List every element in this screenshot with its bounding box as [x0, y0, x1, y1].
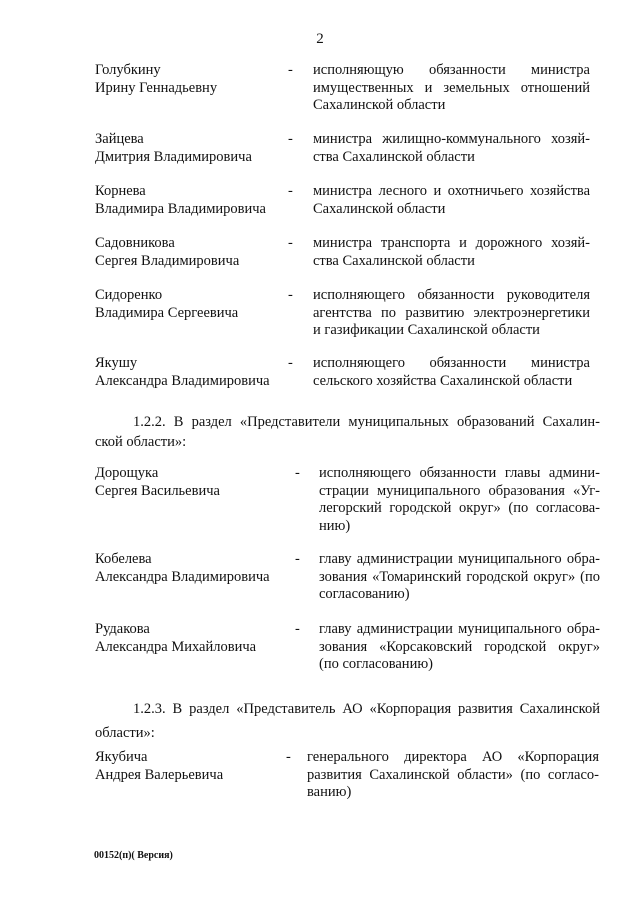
person-name: Кобелева Александра Владимировича [95, 551, 270, 585]
dash: - [288, 235, 293, 251]
person-name: Рудакова Александра Михайловича [95, 621, 257, 655]
dash: - [288, 287, 293, 303]
position-description: министра жилищно-коммунального хозяй- ства Сахалинской области [313, 131, 590, 165]
page-number: 2 [316, 31, 324, 47]
dash: - [295, 465, 300, 481]
position-description: исполняющего обязанности министра сельского хозяйства Сахалинской области [313, 355, 590, 389]
position-description: министра транспорта и дорожного хозяй- ства Сахалинской области [313, 235, 590, 269]
document-footer-code: 00152(п)( Версия) [94, 850, 173, 861]
position-description: главу администрации муниципального обра- зования «Томаринский городской округ» (по согласованию) [319, 551, 600, 602]
position-description: генерального директора АО «Корпорация развития Сахалинской области» (по согласо- ванию) [307, 749, 599, 800]
person-name: Корнева Владимира Владимировича [95, 183, 266, 217]
person-name: Зайцева Дмитрия Владимировича [95, 131, 252, 165]
position-description: министра лесного и охотничьего хозяйства Сахалинской области [313, 183, 590, 217]
section-paragraph-1-2-2: 1.2.2. В раздел «Представители муниципальных образований Сахалин- ской области»: [95, 414, 600, 450]
dash: - [288, 183, 293, 199]
position-description: главу администрации муниципального обра- зования «Корсаковский городской округ» (по согласованию) [319, 621, 600, 672]
dash: - [295, 621, 300, 637]
position-description: исполняющего обязанности главы админи- страции муниципального образования «Уг- легорский городской округ» (по согласова- нию) [319, 465, 600, 534]
dash: - [295, 551, 300, 567]
position-description: исполняющую обязанности министра имущественных и земельных отношений Сахалинской области [313, 62, 590, 113]
section-paragraph-1-2-3: 1.2.3. В раздел «Представитель АО «Корпорация развития Сахалинской области»: [95, 701, 600, 741]
dash: - [288, 355, 293, 371]
position-description: исполняющего обязанности руководителя агентства по развитию электроэнергетики и газификации Сахалинской области [313, 287, 590, 338]
person-name: Якушу Александра Владимировича [95, 355, 270, 389]
person-name: Дорощука Сергея Васильевича [95, 465, 220, 499]
person-name: Якубича Андрея Валерьевича [95, 749, 224, 783]
dash: - [286, 749, 291, 765]
person-name: Садовникова Сергея Владимировича [95, 235, 240, 269]
dash: - [288, 62, 293, 78]
dash: - [288, 131, 293, 147]
person-name: Голубкину Ирину Геннадьевну [95, 62, 218, 96]
person-name: Сидоренко Владимира Сергеевича [95, 287, 239, 321]
